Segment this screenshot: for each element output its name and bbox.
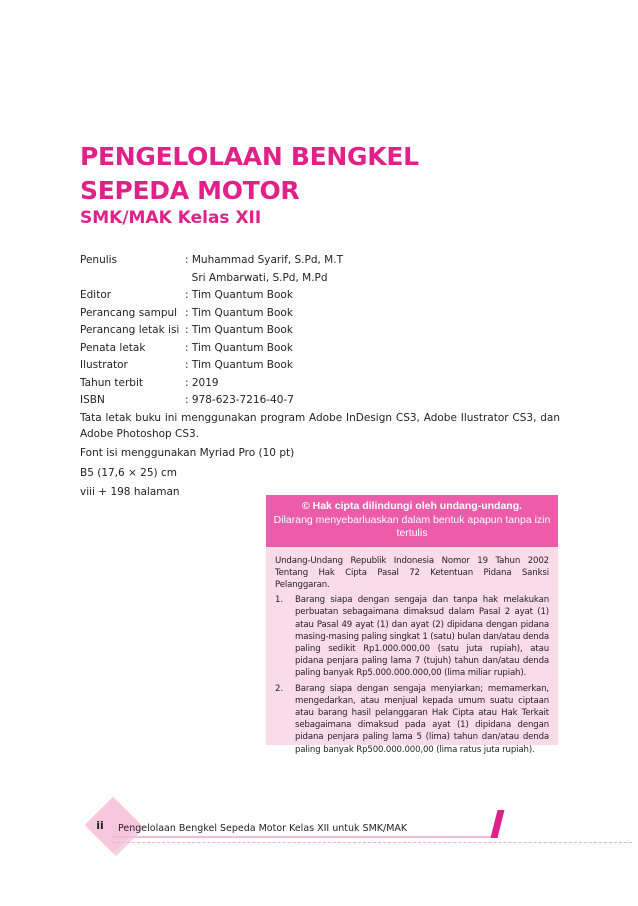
credit-row [80, 357, 343, 375]
credit-label: Ilustrator [80, 359, 128, 371]
production-notes [80, 411, 560, 505]
law-intro: Undang-Undang Republik Indonesia Nomor 19 Tahun 2002 Tentang Hak Cipta Pasal 72 Ketentuan Pidana Sanksi Pelanggaran. [275, 555, 549, 590]
credits-list [80, 252, 343, 410]
copyright-body [266, 547, 558, 756]
copyright-notice-box [266, 495, 558, 755]
book-subtitle: SMK/MAK Kelas XII [80, 208, 262, 228]
penalty-number: 2. [275, 683, 283, 694]
book-title-line-2: SEPEDA MOTOR [80, 176, 300, 205]
credit-label: Perancang letak isi [80, 324, 180, 336]
credit-label: Editor [80, 289, 112, 301]
credit-row [80, 375, 343, 393]
credit-label: ISBN [80, 394, 105, 406]
penalty-item [275, 594, 549, 679]
penalty-number: 1. [275, 595, 283, 606]
credit-row [80, 392, 343, 410]
font-note: Font isi menggunakan Myriad Pro (10 pt) [80, 447, 295, 459]
penalty-list [275, 594, 549, 756]
penalty-text: Barang siapa dengan sengaja menyiarkan; memamerkan, mengedarkan, atau menjual kepada umum suatu ciptaan atau barang hasil pelanggaran Hak Cipta atau Hak Terkait sebagaimana dimaksud pada ayat (1) dipidana dengan pidana penjara paling lama 5 (lima) tahun dan/atau denda paling banyak Rp500.000.000,00 (lima ratus juta rupiah). [295, 683, 549, 755]
footer-dotted-rule [112, 842, 632, 843]
copyright-heading: © Hak cipta dilindungi oleh undang-undang. [301, 500, 523, 512]
size-note: B5 (17,6 × 25) cm [80, 466, 177, 479]
credit-row [80, 270, 343, 288]
penalty-text: Barang siapa dengan sengaja dan tanpa hak melakukan perbuatan sebagaimana dimaksud dalam Pasal 2 ayat (1) atau Pasal 49 ayat (1) dan ayat (2) dipidana dengan pidana masing-masing paling singkat 1 (satu) bulan dan/atau denda paling sedikit Rp1.000.000,00 (satu juta rupiah), atau pidana penjara paling lama 7 (tujuh) tahun dan/atau denda paling banyak Rp5.000.000.000,00 (lima miliar rupiah). [295, 595, 550, 679]
credit-value: Sri Ambarwati, S.Pd, M.Pd [185, 271, 328, 284]
credit-value: : Tim Quantum Book [185, 306, 293, 319]
credit-value: : 2019 [185, 376, 219, 389]
page-number: ii [96, 819, 104, 832]
footer-rule [112, 836, 498, 838]
credit-value: : Tim Quantum Book [185, 341, 293, 354]
credit-label [80, 270, 185, 288]
penalty-item [275, 683, 549, 756]
footer-accent-bar [491, 810, 505, 838]
credit-value: : Muhammad Syarif, S.Pd, M.T [185, 254, 343, 266]
credit-row [80, 287, 343, 305]
credit-value: : 978-623-7216-40-7 [185, 394, 294, 406]
credit-row [80, 340, 343, 358]
credit-row [80, 252, 343, 270]
credit-label: Penata letak [80, 341, 146, 354]
credit-row [80, 322, 343, 340]
book-title [80, 140, 419, 208]
credit-row [80, 305, 343, 323]
book-title-line-1: PENGELOLAAN BENGKEL [80, 142, 419, 171]
page-count-note: viii + 198 halaman [80, 486, 180, 498]
software-note: Tata letak buku ini menggunakan program Adobe InDesign CS3, Adobe Ilustrator CS3, dan Adobe Photoshop CS3. [80, 412, 560, 440]
credit-label: Tahun terbit [80, 376, 144, 389]
credit-label: Penulis [80, 254, 118, 266]
credit-value: : Tim Quantum Book [185, 289, 293, 301]
copyright-header [266, 495, 558, 547]
credit-label: Perancang sampul [80, 306, 178, 319]
credit-value: : Tim Quantum Book [185, 359, 293, 371]
copyright-subheading: Dilarang menyebarluaskan dalam bentuk apapun tanpa izin tertulis [273, 513, 551, 539]
credit-value: : Tim Quantum Book [185, 324, 293, 336]
running-title: Pengelolaan Bengkel Sepeda Motor Kelas XII untuk SMK/MAK [118, 823, 408, 834]
